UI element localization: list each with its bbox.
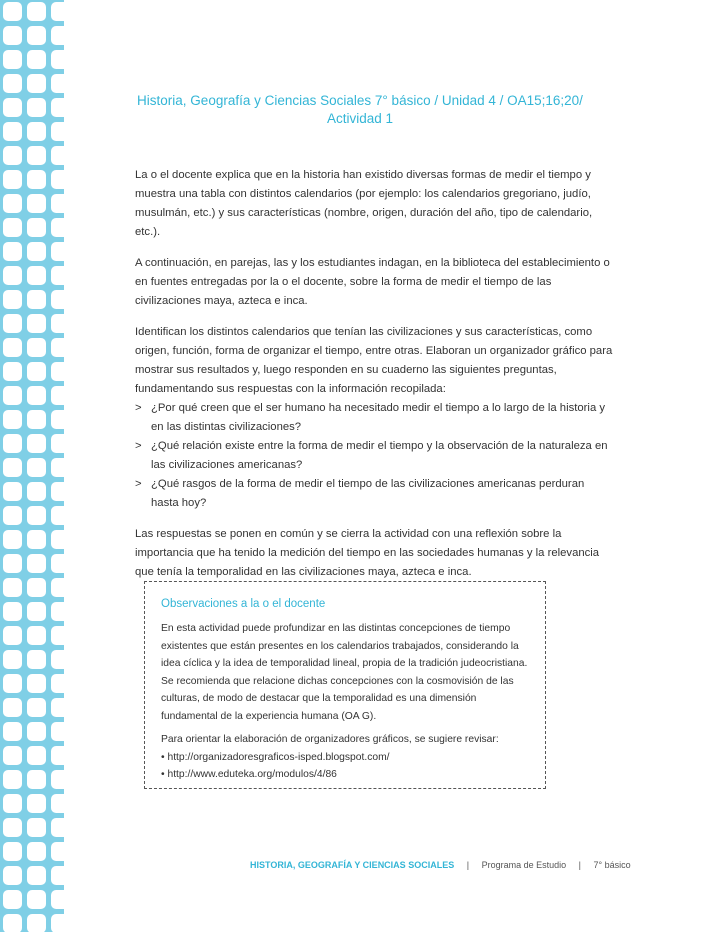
decoration-square xyxy=(3,842,22,861)
decoration-square xyxy=(51,338,64,357)
decoration-square xyxy=(3,794,22,813)
footer-grade: 7° básico xyxy=(593,860,631,870)
decoration-square xyxy=(3,674,22,693)
decoration-square xyxy=(27,890,46,909)
decoration-square xyxy=(27,722,46,741)
side-decoration xyxy=(0,0,64,932)
decoration-square xyxy=(51,362,64,381)
decoration-square xyxy=(27,506,46,525)
decoration-square xyxy=(3,194,22,213)
decoration-square xyxy=(51,218,64,237)
question-item: > ¿Qué rasgos de la forma de medir el tiempo de las civilizaciones americanas perduran hasta hoy? xyxy=(135,475,615,513)
chevron-right-icon: > xyxy=(135,402,142,414)
decoration-square xyxy=(27,170,46,189)
activity-body xyxy=(135,166,615,594)
decoration-square xyxy=(51,746,64,765)
decoration-square xyxy=(51,578,64,597)
decoration-square xyxy=(51,266,64,285)
decoration-square xyxy=(3,98,22,117)
decoration-square xyxy=(3,530,22,549)
decoration-square xyxy=(51,314,64,333)
decoration-square xyxy=(3,866,22,885)
decoration-square xyxy=(27,218,46,237)
title-line-2: Actividad 1 xyxy=(326,111,394,126)
decoration-square xyxy=(51,2,64,21)
paragraph-identify: Identifican los distintos calendarios que tenían las civilizaciones y sus características, como origen, función, forma de organizar el tiempo, entre otras. Elaboran un organizador gráfico para mostrar sus resultados y, luego responden en su cuaderno las siguientes preguntas, fundamentando sus respuestas con la información recopilada: xyxy=(135,326,613,395)
link-organizadores[interactable]: • http://organizadoresgraficos-isped.blogspot.com/ xyxy=(161,751,390,763)
decoration-square xyxy=(51,74,64,93)
question-item: > ¿Por qué creen que el ser humano ha necesitado medir el tiempo a lo largo de la historia y en las distintas civilizaciones? xyxy=(135,399,615,437)
teacher-notes-text xyxy=(161,620,531,784)
decoration-square xyxy=(3,602,22,621)
teacher-notes-box xyxy=(144,581,546,789)
decoration-square xyxy=(27,650,46,669)
decoration-square xyxy=(3,626,22,645)
decoration-square xyxy=(27,746,46,765)
decoration-square xyxy=(51,290,64,309)
decoration-square xyxy=(51,890,64,909)
decoration-square xyxy=(3,218,22,237)
paragraph-pairs: A continuación, en parejas, las y los estudiantes indagan, en la biblioteca del establecimiento o en fuentes entregadas por la o el docente, sobre la forma de medir el tiempo de las civilizaciones maya, azteca e inca. xyxy=(135,257,610,307)
decoration-square xyxy=(3,2,22,21)
footer-program: Programa de Estudio xyxy=(481,860,567,870)
decoration-square xyxy=(51,242,64,261)
decoration-square xyxy=(27,578,46,597)
decoration-square xyxy=(3,890,22,909)
decoration-square xyxy=(27,50,46,69)
decoration-square xyxy=(51,50,64,69)
decoration-square xyxy=(3,74,22,93)
decoration-square xyxy=(3,170,22,189)
decoration-square xyxy=(3,290,22,309)
decoration-square xyxy=(51,410,64,429)
decoration-square xyxy=(51,530,64,549)
paragraph-intro: La o el docente explica que en la historia han existido diversas formas de medir el tiempo y muestra una tabla con distintos calendarios (por ejemplo: los calendarios gregoriano, judío, musulmán, etc.) y sus características (nombre, origen, duración del año, tipo de calendario, etc.). xyxy=(135,169,593,238)
page-title xyxy=(120,92,600,128)
decoration-square xyxy=(27,122,46,141)
decoration-square xyxy=(3,362,22,381)
decoration-square xyxy=(51,794,64,813)
decoration-square xyxy=(3,50,22,69)
question-list xyxy=(135,399,615,513)
decoration-square xyxy=(51,626,64,645)
decoration-square xyxy=(3,578,22,597)
decoration-square xyxy=(3,314,22,333)
decoration-square xyxy=(3,746,22,765)
decoration-square xyxy=(3,338,22,357)
decoration-square xyxy=(27,410,46,429)
decoration-square xyxy=(27,914,46,932)
decoration-square xyxy=(51,458,64,477)
decoration-square xyxy=(51,602,64,621)
decoration-square xyxy=(27,770,46,789)
decoration-square xyxy=(51,434,64,453)
decoration-square xyxy=(27,626,46,645)
decoration-square xyxy=(27,362,46,381)
decoration-square xyxy=(51,674,64,693)
decoration-square xyxy=(27,794,46,813)
decoration-square xyxy=(3,914,22,932)
decoration-square xyxy=(3,242,22,261)
decoration-square xyxy=(27,290,46,309)
decoration-square xyxy=(51,482,64,501)
decoration-square xyxy=(3,122,22,141)
decoration-square xyxy=(27,74,46,93)
decoration-square xyxy=(51,770,64,789)
decoration-square xyxy=(27,842,46,861)
decoration-square xyxy=(27,26,46,45)
decoration-square xyxy=(3,26,22,45)
decoration-square xyxy=(51,194,64,213)
decoration-square xyxy=(3,770,22,789)
footer-separator: | xyxy=(578,860,581,870)
footer-separator: | xyxy=(466,860,470,870)
teacher-notes-title: Observaciones a la o el docente xyxy=(161,598,326,610)
decoration-square xyxy=(3,434,22,453)
decoration-square xyxy=(51,866,64,885)
decoration-square xyxy=(27,602,46,621)
decoration-square xyxy=(51,26,64,45)
decoration-square xyxy=(51,842,64,861)
decoration-square xyxy=(51,146,64,165)
decoration-square xyxy=(27,530,46,549)
decoration-square xyxy=(51,818,64,837)
decoration-square xyxy=(3,146,22,165)
decoration-square xyxy=(3,410,22,429)
chevron-right-icon: > xyxy=(135,478,142,490)
decoration-square xyxy=(27,554,46,573)
decoration-square xyxy=(27,98,46,117)
decoration-square xyxy=(3,554,22,573)
title-line-1: Historia, Geografía y Ciencias Sociales 7° básico / Unidad 4 / OA15;16;20/ xyxy=(137,93,583,108)
decoration-square xyxy=(3,482,22,501)
decoration-square xyxy=(27,458,46,477)
decoration-square xyxy=(27,338,46,357)
decoration-square xyxy=(51,914,64,932)
links-intro: Para orientar la elaboración de organizadores gráficos, se sugiere revisar: xyxy=(161,734,499,745)
decoration-square xyxy=(27,2,46,21)
decoration-square xyxy=(3,698,22,717)
decoration-square xyxy=(3,266,22,285)
decoration-square xyxy=(51,98,64,117)
link-eduteka[interactable]: • http://www.eduteka.org/modulos/4/86 xyxy=(161,769,337,780)
teacher-notes-paragraph: En esta actividad puede profundizar en las distintas concepciones de tiempo existentes que están presentes en los calendarios trabajados, considerando la idea cíclica y la idea de temporalidad lineal, propia de la tradición judeocristiana. Se recomienda que relacione dichas concepciones con la cosmovisión de las culturas, de modo de destacar que la temporalidad es una dimensión fundamental de la experiencia humana (OA G). xyxy=(161,623,528,722)
decoration-square xyxy=(27,386,46,405)
decoration-square xyxy=(27,866,46,885)
decoration-square xyxy=(51,170,64,189)
decoration-square xyxy=(3,818,22,837)
decoration-square xyxy=(51,122,64,141)
decoration-square xyxy=(51,722,64,741)
page-footer xyxy=(250,860,631,870)
decoration-square xyxy=(27,266,46,285)
footer-subject: HISTORIA, GEOGRAFÍA Y CIENCIAS SOCIALES xyxy=(250,860,455,870)
decoration-square xyxy=(27,674,46,693)
decoration-square xyxy=(51,698,64,717)
decoration-square xyxy=(51,650,64,669)
decoration-square xyxy=(3,386,22,405)
question-item: > ¿Qué relación existe entre la forma de medir el tiempo y la observación de la naturaleza en las civilizaciones americanas? xyxy=(135,437,615,475)
paragraph-closing: Las respuestas se ponen en común y se cierra la actividad con una reflexión sobre la importancia que ha tenido la medición del tiempo en las sociedades humanas y la relevancia que tenía la temporalidad en las civilizaciones maya, azteca e inca. xyxy=(135,528,600,578)
decoration-square xyxy=(51,506,64,525)
decoration-square xyxy=(51,554,64,573)
decoration-square xyxy=(27,434,46,453)
decoration-square xyxy=(27,194,46,213)
decoration-square xyxy=(3,506,22,525)
decoration-square xyxy=(27,242,46,261)
decoration-square xyxy=(51,386,64,405)
decoration-square xyxy=(27,482,46,501)
decoration-square xyxy=(27,146,46,165)
decoration-square xyxy=(27,314,46,333)
decoration-square xyxy=(27,698,46,717)
decoration-square xyxy=(3,722,22,741)
decoration-square xyxy=(3,458,22,477)
chevron-right-icon: > xyxy=(135,440,142,452)
decoration-square xyxy=(27,818,46,837)
decoration-square xyxy=(3,650,22,669)
